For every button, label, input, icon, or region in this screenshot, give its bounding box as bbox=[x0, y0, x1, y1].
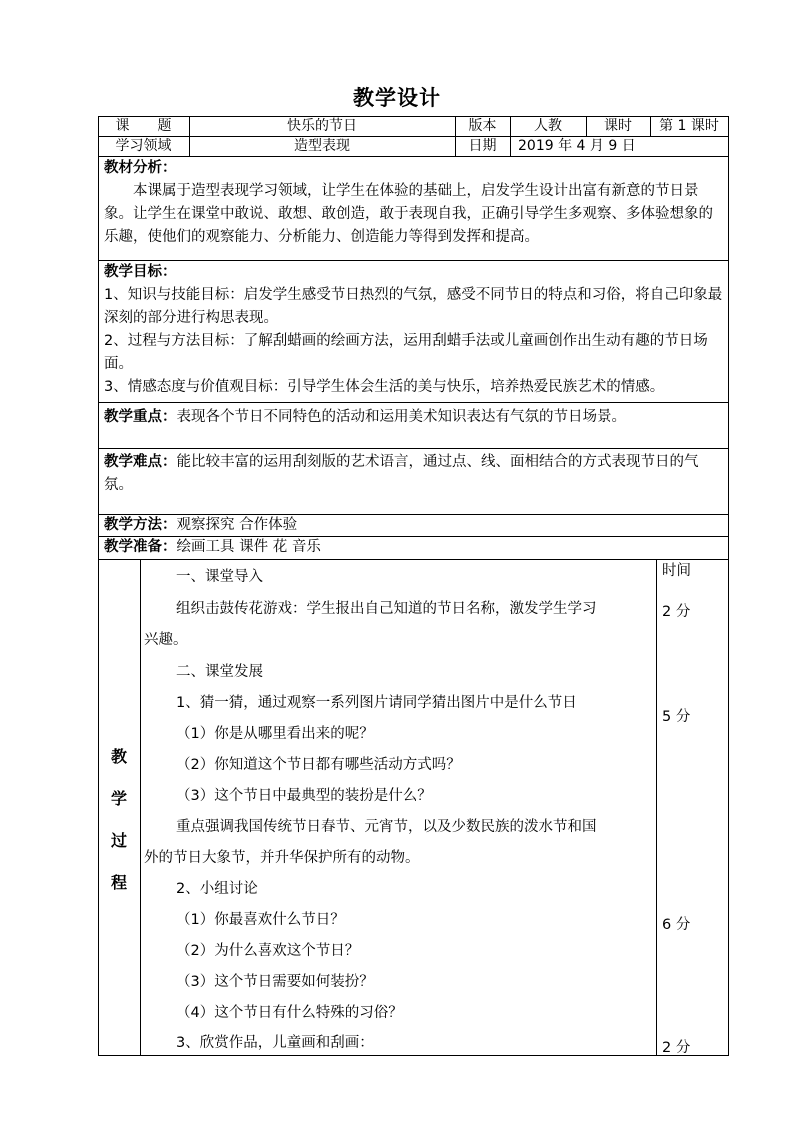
keypoint-section bbox=[104, 406, 724, 429]
difficulty-section bbox=[104, 451, 724, 497]
rule bbox=[98, 448, 729, 449]
process-line: （4）这个节日有什么特殊的习俗？ bbox=[176, 1005, 403, 1021]
process-line: 一、课堂导入 bbox=[176, 569, 263, 585]
goal-item: 1、知识与技能目标：启发学生感受节日热烈的气氛，感受不同节日的特点和习俗，将自己印象最深刻的部分进行构思表现。 bbox=[104, 287, 723, 326]
edition-label: 版本 bbox=[468, 118, 497, 134]
analysis-section bbox=[104, 157, 724, 249]
process-label-char: 学 bbox=[111, 789, 128, 808]
topic-label: 课 题 bbox=[115, 118, 172, 134]
time-value: 5 分 bbox=[662, 709, 691, 725]
period-label: 课时 bbox=[604, 118, 632, 134]
process-line: （1）你是从哪里看出来的呢？ bbox=[176, 726, 374, 742]
rule bbox=[140, 559, 141, 1056]
process-line: 3、欣赏作品，儿童画和刮画： bbox=[176, 1035, 374, 1051]
analysis-text: 本课属于造型表现学习领域，让学生在体验的基础上，启发学生设计出富有新意的节日景象。让学生在课堂中敢说、敢想、敢创造，敢于表现自我，正确引导学生多观察、多体验想象的乐趣，使他们的观察能力、分析能力、创造能力等得到发挥和提高。 bbox=[104, 183, 713, 245]
time-value: 6 分 bbox=[662, 917, 691, 933]
prep-text: 绘画工具 课件 花 音乐 bbox=[176, 539, 321, 555]
lesson-plan-table bbox=[98, 116, 729, 1056]
topic-value: 快乐的节日 bbox=[287, 118, 357, 134]
goal-item: 2、过程与方法目标：了解刮蜡画的绘画方法，运用刮蜡手法或儿童画创作出生动有趣的节日场面。 bbox=[104, 333, 708, 372]
rule bbox=[98, 1055, 729, 1056]
rule bbox=[728, 116, 729, 1056]
rule bbox=[98, 559, 729, 560]
time-value: 2 分 bbox=[662, 1040, 691, 1056]
process-line: 组织击鼓传花游戏：学生报出自己知道的节日名称，激发学生学习 bbox=[176, 601, 597, 617]
goals-heading: 教学目标： bbox=[104, 264, 177, 280]
domain-label: 学习领域 bbox=[115, 138, 172, 154]
process-line: （2）你知道这个节日都有哪些活动方式吗？ bbox=[176, 757, 461, 773]
difficulty-text: 能比较丰富的运用刮刻版的艺术语言，通过点、线、面相结合的方式表现节日的气氛。 bbox=[104, 454, 699, 493]
difficulty-heading: 教学难点： bbox=[104, 454, 177, 470]
process-line: 兴趣。 bbox=[144, 632, 188, 648]
method-text: 观察探究 合作体验 bbox=[176, 517, 298, 533]
process-line: 二、课堂发展 bbox=[176, 664, 263, 680]
goal-item: 3、情感态度与价值观目标：引导学生体会生活的美与快乐，培养热爱民族艺术的情感。 bbox=[104, 379, 665, 395]
date-label: 日期 bbox=[468, 138, 497, 154]
edition-value: 人教 bbox=[534, 118, 562, 134]
rule bbox=[98, 402, 729, 403]
date-value: 2019 年 4 月 9 日 bbox=[518, 138, 636, 154]
keypoint-heading: 教学重点： bbox=[104, 409, 177, 425]
period-value: 第 1 课时 bbox=[659, 118, 719, 134]
process-line: 外的节日大象节，并升华保护所有的动物。 bbox=[144, 850, 420, 866]
process-line: （1）你最喜欢什么节日？ bbox=[176, 912, 345, 928]
process-line: 2、小组讨论 bbox=[176, 881, 258, 897]
rule bbox=[656, 559, 657, 1056]
process-line: （2）为什么喜欢这个节日？ bbox=[176, 943, 360, 959]
time-header: 时间 bbox=[662, 563, 691, 579]
time-value: 2 分 bbox=[662, 604, 691, 620]
prep-heading: 教学准备： bbox=[104, 539, 177, 555]
method-section bbox=[104, 514, 724, 536]
keypoint-text: 表现各个节日不同特色的活动和运用美术知识表达有气氛的节日场景。 bbox=[176, 409, 626, 425]
document-title: 教学设计 bbox=[353, 85, 441, 110]
process-label-char: 过 bbox=[111, 831, 128, 850]
process-line: 重点强调我国传统节日春节、元宵节，以及少数民族的泼水节和国 bbox=[176, 819, 597, 835]
process-line: （3）这个节日需要如何装扮？ bbox=[176, 974, 374, 990]
prep-section bbox=[104, 536, 724, 558]
process-label-char: 程 bbox=[111, 873, 128, 892]
method-heading: 教学方法： bbox=[104, 517, 177, 533]
analysis-heading: 教材分析： bbox=[104, 160, 177, 176]
process-label-char: 教 bbox=[111, 747, 128, 766]
goals-section bbox=[104, 261, 724, 399]
process-line: 1、猜一猜，通过观察一系列图片请同学猜出图片中是什么节日 bbox=[176, 695, 577, 711]
process-line: （3）这个节日中最典型的装扮是什么？ bbox=[176, 788, 432, 804]
domain-value: 造型表现 bbox=[294, 138, 350, 154]
rule bbox=[98, 116, 99, 1056]
